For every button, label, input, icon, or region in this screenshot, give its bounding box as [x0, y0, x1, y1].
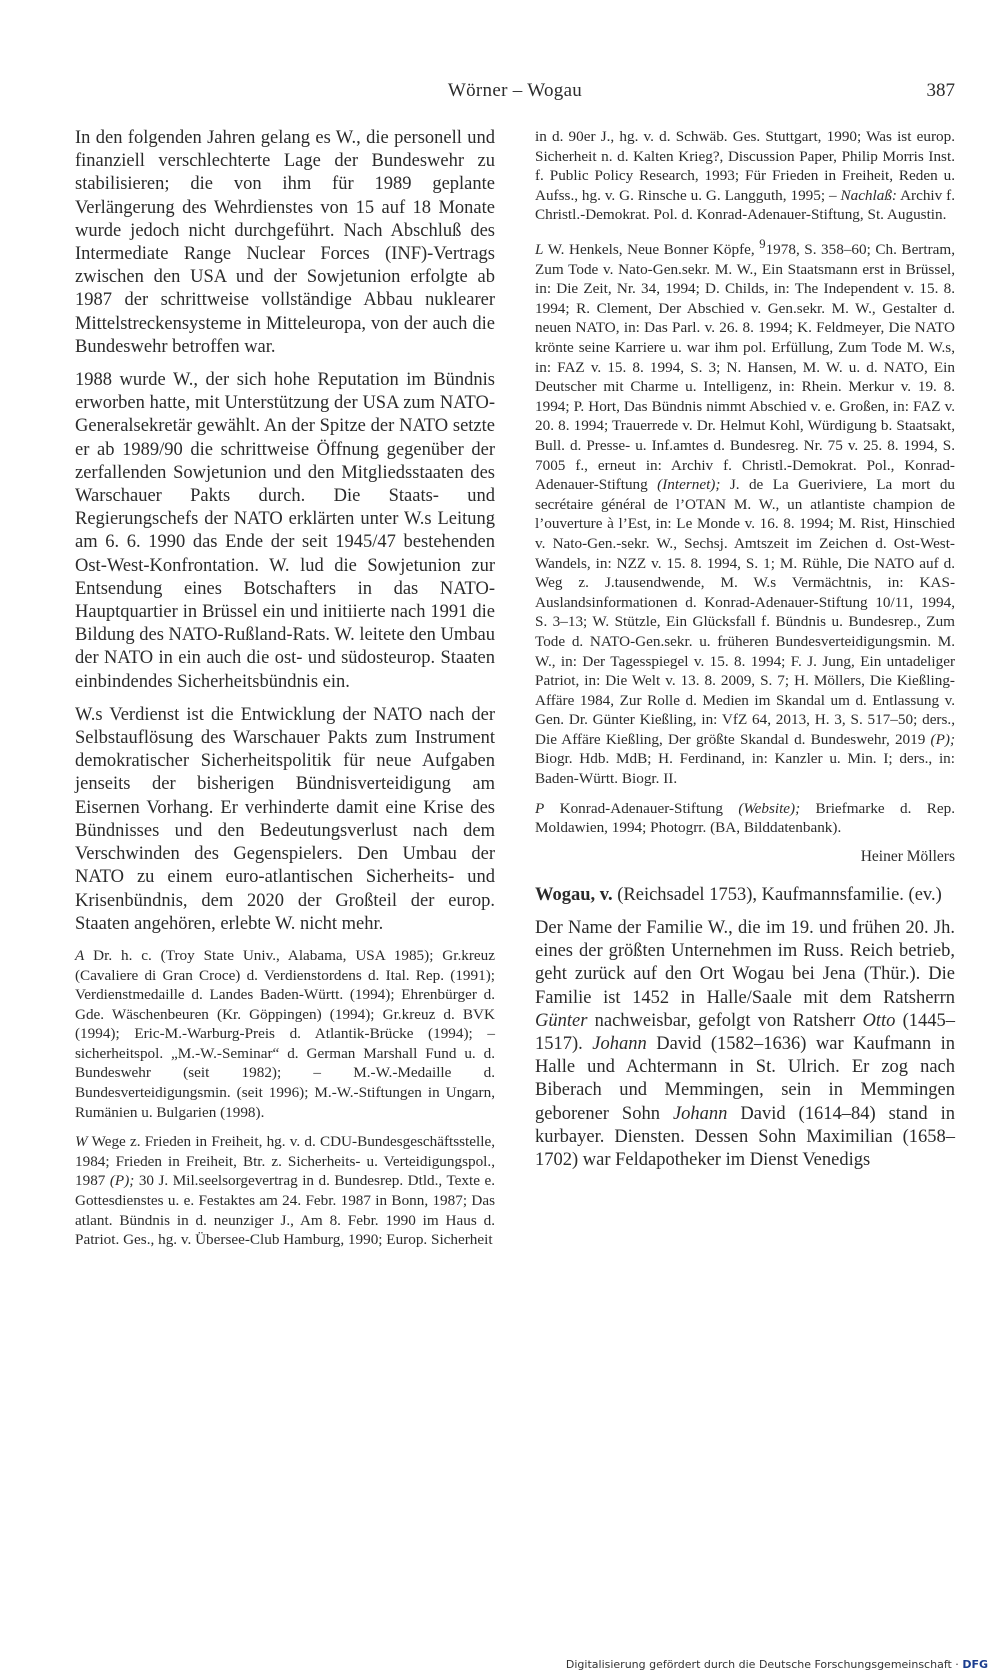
awards-text: Dr. h. c. (Troy State Univ., Alabama, USA 1985); Gr.kreuz (Cavaliere di Gran Croce) d. Verdienstordens d. Ital. Rep. (1991); Verdienstmedaille d. Landes Baden-Württ. (1994); Ehrenbürger d. Gde. Wäschenbeuren (Kr. Göppingen) (1994); Gr.kreuz d. BVK (1994); Eric-M.-Warburg-Preis d. Atlantik-Brücke (1994); – sicherheitspol. „M.-W.-Seminar“ d. German Marshall Fund u. d. Bundeswehr (seit 1982); – M.-W.-Medaille d. Bundesverteidigungsmin. (seit 1996); M.-W.-Stiftungen in Ungarn, Rumänien u. Bulgarien (1998).: [75, 946, 495, 1121]
person-name: Johann: [592, 1034, 647, 1055]
entry-text: nachweisbar, gefolgt von Ratsherr: [594, 1010, 856, 1031]
awards-section: [75, 946, 495, 1122]
entry-subtitle: (Reichsadel 1753), Kaufmannsfamilie. (ev.): [617, 884, 942, 905]
edition-superscript: 9: [759, 236, 766, 251]
entry-text: David (1582–1636) war Kaufmann in Halle und Achtermann in St. Ulrich. Er zog nach Biberach und Memmingen, sein in Memmingen geborener Sohn: [535, 1034, 956, 1124]
internet-marker: (Internet);: [657, 476, 721, 494]
portrait-marker: (P);: [109, 1172, 135, 1190]
entry-text: Der Name der Familie W., die im 19. und frühen 20. Jh. eines der größten Unternehmen im Russ. Reich betrieb, geht zurück auf den Ort Wogau bei Jena (Thür.). Die Familie ist 1452 in Halle/Saale mit dem Ratsherrn: [535, 918, 955, 1008]
portrait-marker: (P);: [930, 730, 955, 748]
dfg-logo: DFG: [962, 1658, 988, 1671]
digitization-footer: [566, 1658, 988, 1671]
right-column: [535, 127, 955, 1182]
entry-text: David (1614–84) stand in kurbayer. Diensten. Dessen Sohn Maximilian (1658–1702) war Feldapotheker im Dienst Venedigs: [535, 1103, 955, 1171]
body-paragraph: W.s Verdienst ist die Entwicklung der NATO nach der Selbstauflösung des Warschauer Pakts zum Instrument demokratischer Sicherheitspolitik für neue Aufgaben jenseits der bisherigen Bündnisverteidigung am Eisernen Vorhang. Er verhinderte damit eine Krise des Bündnisses und den Bedeutungsverlust nach dem Verschwinden des Gegenspielers. Den Umbau der NATO zu einem euro-atlantischen Sicherheits- und Krisenbündnis, dem 2020 der Großteil der europ. Staaten angehören, erlebte W. nicht mehr.: [75, 704, 495, 934]
literature-text: J. de La Gueriviere, La mort du secrétaire général de l’OTAN M. W., un atlantiste champion de l’ouverture à l’Est, in: Le Monde v. 16. 8. 1994; M. Rist, Hinschied v. Nato-Gen.-sekr. W., Sechsj. Amtszeit im Zeichen d. Ost-West-Wandels, in: NZZ v. 15. 8. 1994, S. 1; M. Rühle, Die NATO auf d. Weg z. J.tausendwende, M. W.s Vermächtnis, in: KAS-Auslandsinformationen d. Konrad-Adenauer-Stiftung 10/11, 1994, S. 3–13; W. Stützle, Ein Glücksfall f. Bündnis u. Bundesrep., Zum Tode d. NATO-Gen.sekr. u. früheren Bundesverteidigungsmin. M. W., in: Der Tagesspiegel v. 15. 8. 1994; F. J. Jung, Ein untadeliger Patriot, in: Die Welt v. 13. 8. 2009, S. 7; H. Möllers, Die Kießling-Affäre 1984, Zur Rolle d. Medien im Skandal um d. Entlassung v. Gen. Dr. Günter Kießling, in: VfZ 64, 2013, H. 3, S. 517–50; ders., Die Affäre Kießling, Der größte Skandal d. Bundeswehr, 2019: [535, 476, 956, 748]
estate-label: Nachlaß:: [840, 186, 897, 204]
literature-text: 1978, S. 358–60; Ch. Bertram, Zum Tode v. Nato-Gen.sekr. M. W., Ein Staatsmann erst in Brüssel, in: Die Zeit, Nr. 34, 1994; D. Childs, in: The Independent v. 15. 8. 1994; R. Clement, Der Abschied v. Gen.sekr. M. W., Gestalter d. neuen NATO, in: Das Parl. v. 26. 8. 1994; K. Feldmeyer, Die NATO krönte seine Karriere u. war ihm pol. Erfüllung, Zum Tode M. W.s, in: FAZ v. 15. 8. 1994, S. 3; N. Hansen, M. W. u. d. NATO, Ein Deutscher mit Charme u. Intelligenz, in: Rhein. Merkur v. 19. 8. 1994; P. Hort, Das Bündnis nimmt Abschied v. e. Großen, in: FAZ v. 20. 8. 1994; Trauerrede v. Dr. Helmut Kohl, Würdigung b. Staatsakt, Bull. d. Presse- u. Inf.amtes d. Bundesreg. Nr. 75 v. 25. 8. 1994, S. 7005 f., erneut in: Archiv f. Christl.-Demokrat. Pol., Konrad-Adenauer-Stiftung: [535, 241, 955, 494]
section-label: P: [535, 799, 545, 817]
works-text: in d. 90er J., hg. v. d. Schwäb. Ges. Stuttgart, 1990; Was ist europ. Sicherheit n. d. Kalten Krieg?, Discussion Paper, Philip Morris Inst. f. Public Policy Research, 1993; Für Frieden in Freiheit, Reden u. Aufss., hg. v. G. Rinsche u. G. Langguth, 1995; –: [535, 128, 955, 204]
works-text: 30 J. Mil.seelsorgevertrag in d. Bundesrep. Dtld., Texte e. Gottesdienstes u. e. Festaktes am 24. Febr. 1987 in Bonn, 1987; Das atlant. Bündnis in d. neunziger J., Am 8. Febr. 1990 im Haus d. Patriot. Ges., hg. v. Übersee-Club Hamburg, 1990; Europ. Sicherheit: [75, 1172, 495, 1249]
works-text: Wege z. Frieden in Freiheit, hg. v. d. CDU-Bundesgeschäftsstelle, 1984; Frieden in Freiheit, Btr. z. Sicherheits- u. Verteidigungspol., 1987: [75, 1133, 495, 1190]
works-section: [75, 1132, 495, 1250]
works-section-continued: [535, 127, 955, 225]
portraits-section: [535, 799, 955, 838]
body-paragraph: In den folgenden Jahren gelang es W., die personell und finanziell verschlechterte Lage der Bundeswehr zu stabilisieren; die von ihm für 1989 geplante Verlängerung des Wehrdienstes von 15 auf 18 Monate wurde jedoch nicht durchgeführt. Nach Abschluß des Intermediate Range Nuclear Forces (INF)-Vertrags zwischen den USA und der Sowjetunion erfolgte ab 1987 der schrittweise vollständige Abbau nuklearer Mittelstreckensysteme in Mitteleuropa, von der auch die Bundeswehr betroffen war.: [75, 128, 495, 357]
portraits-text: Briefmarke d. Rep. Moldawien, 1994; Photogrr. (BA, Bilddatenbank).: [535, 799, 956, 837]
literature-section: [535, 235, 955, 789]
literature-text: W. Henkels, Neue Bonner Köpfe,: [547, 241, 755, 259]
entry-text: (1445–1517).: [535, 1010, 956, 1055]
website-marker: (Website);: [738, 799, 801, 817]
works-text: Archiv f. Christl.-Demokrat. Pol. d. Konrad-Adenauer-Stiftung, St. Augustin.: [535, 186, 955, 224]
person-name: Günter: [535, 1010, 588, 1031]
body-paragraph: 1988 wurde W., der sich hohe Reputation im Bündnis erworben hatte, mit Unterstützung der USA zum NATO-Generalsekretär gewählt. An der Spitze der NATO setzte er ab 1989/90 die schrittweise Öffnung gegenüber der zerfallenden Sowjetunion und den Mitgliedsstaaten des Warschauer Pakts durch. Die Staats- und Regierungschefs der NATO erklärten unter W.s Leitung am 6. 6. 1990 das Ende der seit 1945/47 bestehenden Ost-West-Konfrontation. W. lud die Sowjetunion zur Entsendung eines Botschafters in das NATO-Hauptquartier in Brüssel ein und initiierte nach 1991 die Bildung des NATO-Rußland-Rats. W. leitete den Umbau der NATO in ein auch die ost- und südosteurop. Staaten einbindendes Sicherheitsbündnis ein.: [75, 370, 495, 692]
section-label: A: [75, 946, 85, 964]
entry-name: Wogau, v.: [535, 884, 613, 905]
page-number: 387: [926, 80, 955, 101]
running-head: Wörner – Wogau: [447, 80, 583, 101]
portraits-text: Konrad-Adenauer-Stiftung: [559, 799, 723, 817]
section-label: W: [75, 1133, 88, 1151]
person-name: Otto: [862, 1010, 896, 1031]
page-header: [75, 80, 955, 110]
author-signature: Heiner Möllers: [860, 847, 955, 865]
document-page: [20, 0, 1000, 1675]
body-paragraph: [535, 917, 955, 1172]
left-column: [75, 127, 495, 1260]
footer-text: Digitalisierung gefördert durch die Deutsche Forschungsgemeinschaft ·: [565, 1658, 959, 1671]
entry-heading: [535, 884, 955, 907]
section-label: L: [535, 241, 544, 259]
literature-text: Biogr. Hdb. MdB; H. Ferdinand, in: Kanzler u. Min. I; ders., in: Baden-Württ. Biogr. II.: [535, 750, 955, 788]
person-name: Johann: [672, 1103, 728, 1124]
